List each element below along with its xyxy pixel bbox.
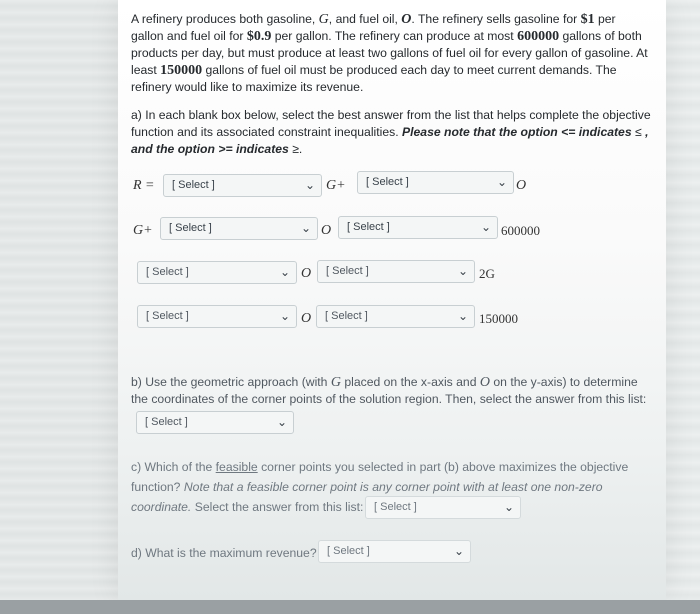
constraint-3-suffix: 150000 (479, 311, 518, 326)
max-point-select[interactable]: [ Select ] ⌄ (365, 496, 521, 519)
corner-points-select[interactable]: [ Select ] ⌄ (136, 411, 294, 434)
chevron-down-icon: ⌄ (300, 221, 311, 235)
objective-mid-label: G+ (326, 178, 346, 193)
part-a-instructions: a) In each blank box below, select the best answer from the list that helps complete the objective function and its associated constraint inequalities. Please note that the option <= indicates ≤ , and the option >= indicates ≥. (131, 108, 651, 156)
constraint-1-select-2[interactable]: [ Select ] ⌄ (338, 216, 498, 239)
left-margin (0, 0, 118, 614)
constraint-1-mid: O (321, 223, 332, 238)
problem-statement: A refinery produces both gasoline, G, and fuel oil, O. The refinery sells gasoline for $1 per gallon and fuel oil for $0.9 per gallon. The refinery can produce at most 600000 gallons of both products per day, but must produce at least two gallons of fuel oil for every gallon of gasoline. At least 150000 gallons of fuel oil must be produced each day to meet current demands. The refinery would like to maximize its revenue. (131, 12, 648, 94)
constraint-2-select-2[interactable]: [ Select ] ⌄ (317, 260, 475, 283)
chevron-down-icon: ⌄ (453, 544, 464, 558)
constraint-2-select-1[interactable]: [ Select ] ⌄ (137, 261, 297, 284)
chevron-down-icon: ⌄ (276, 415, 287, 429)
constraint-2-suffix: 2G (479, 266, 495, 281)
constraint-3-mid: O (301, 311, 312, 326)
constraint-2-mid: O (301, 266, 312, 281)
constraint-3-select-1[interactable]: [ Select ] ⌄ (137, 305, 297, 328)
constraint-1-select-1[interactable]: [ Select ] ⌄ (160, 217, 318, 240)
constraint-1-suffix: 600000 (501, 223, 540, 238)
chevron-down-icon: ⌄ (480, 220, 491, 234)
objective-select-1[interactable]: [ Select ] ⌄ (163, 174, 322, 197)
bottom-edge (0, 600, 700, 614)
objective-select-2[interactable]: [ Select ] ⌄ (357, 171, 514, 194)
objective-suffix: O (516, 178, 527, 193)
max-revenue-select[interactable]: [ Select ] ⌄ (318, 540, 471, 563)
part-c-instructions: c) Which of the feasible corner points you selected in part (b) above maximizes the objective function? Note that a feasible corner point is any corner point with at least one non-zero coordinate. Select the answer from this list: (131, 460, 629, 514)
constraint-3-select-2[interactable]: [ Select ] ⌄ (316, 305, 475, 328)
chevron-down-icon: ⌄ (457, 264, 468, 278)
right-margin (666, 0, 700, 614)
chevron-down-icon: ⌄ (279, 309, 290, 323)
part-d-question: d) What is the maximum revenue? (131, 546, 317, 560)
chevron-down-icon: ⌄ (304, 178, 315, 192)
chevron-down-icon: ⌄ (457, 309, 468, 323)
constraint-1-prefix: G+ (133, 223, 153, 238)
objective-label: R = (133, 178, 155, 193)
chevron-down-icon: ⌄ (279, 265, 290, 279)
chevron-down-icon: ⌄ (496, 175, 507, 189)
chevron-down-icon: ⌄ (503, 500, 514, 514)
part-b-instructions: b) Use the geometric approach (with G placed on the x-axis and O on the y-axis) to determine the coordinates of the corner points of the solution region. Then, select the answer from this list: (131, 375, 647, 406)
